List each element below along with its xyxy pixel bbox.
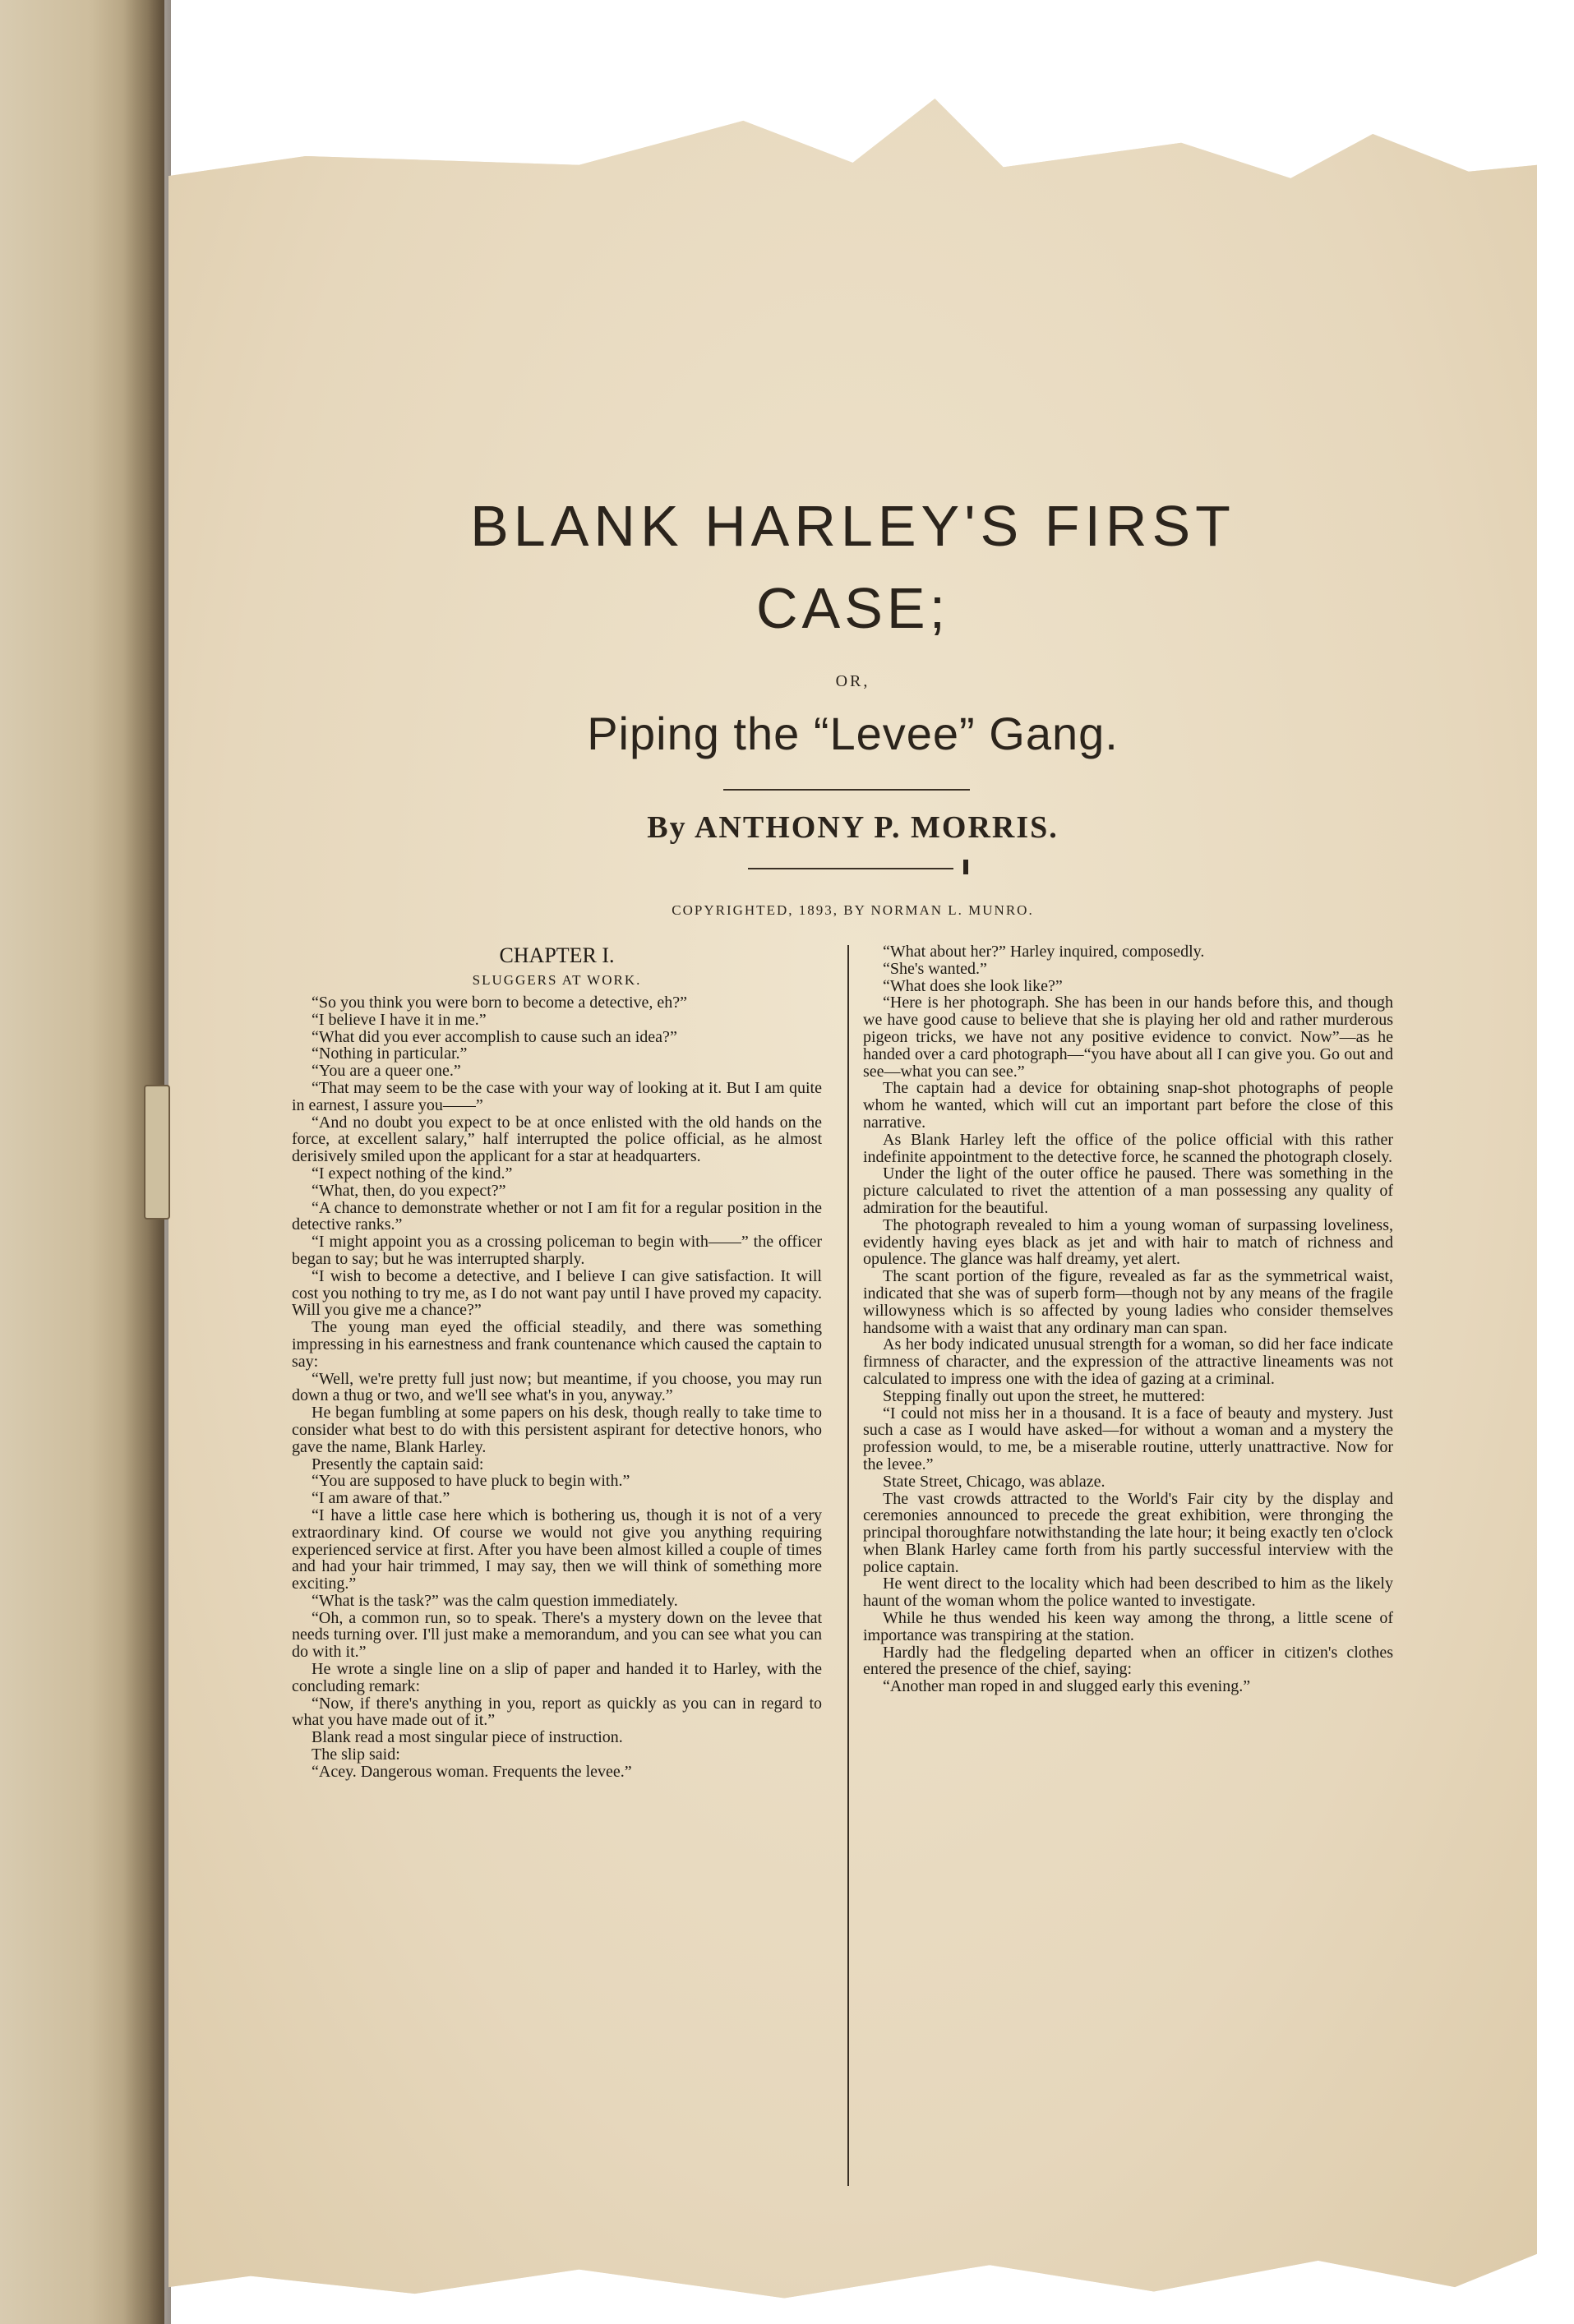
copyright-notice: COPYRIGHTED, 1893, BY NORMAN L. MUNRO. [672,902,1034,918]
title-rule [723,789,970,791]
paragraph: As her body indicated unusual strength for a woman, so did her face indicate firmness of character, and the expression of the attractive lineaments was not calculated to impress one with the idea of gazing at a criminal. [863,1335,1393,1388]
staple-binding [144,1085,170,1220]
paragraph: Under the light of the outer office he paused. There was something in the picture calculated to rivet the attention of a man possessing any quality of admiration for the beautiful. [863,1164,1393,1217]
paragraph: The vast crowds attracted to the World's Fair city by the display and ceremonies announced to precede the great exhibition, were thronging the principal thoroughfare notwithstanding the late hour; it being exactly ten o'clock when Blank Harley came forth from his partly successful interview with the police captain. [863,1489,1393,1576]
paragraph: Hardly had the fledgeling departed when an officer in citizen's clothes entered the presence of the chief, saying: [863,1643,1393,1679]
byline-rule-ornament [963,860,968,874]
paragraph: “I have a little case here which is bothering us, though it is not of a very extraordinary kind. Of course we would not give you anything requiring experienced service at first. After you have been almost killed a couple of times and had your hair trimmed, I may say, then we will think of something more exciting.” [292,1506,822,1593]
paragraph: He went direct to the locality which had been described to him as the likely haunt of the woman whom the police wanted to investigate. [863,1575,1393,1611]
paragraph: As Blank Harley left the office of the police official with this rather indefinite appointment to the detective force, he scanned the photograph closely. [863,1130,1393,1166]
paragraph: “What did you ever accomplish to cause such an idea?” [312,1027,677,1046]
paragraph: “You are a queer one.” [312,1062,461,1081]
paragraph: “I believe I have it in me.” [312,1010,487,1029]
paragraph: “A chance to demonstrate whether or not I am fit for a regular position in the detective ranks.” [292,1198,822,1234]
byline-rule [748,868,953,869]
chapter-subtitle: SLUGGERS AT WORK. [472,972,642,988]
paragraph: Blank read a most singular piece of instruction. [312,1728,623,1747]
paragraph: He wrote a single line on a slip of paper and handed it to Harley, with the concluding remark: [292,1660,822,1695]
paragraph: The scant portion of the figure, revealed as far as the symmetrical waist, indicated that she was of superb form—though not by any means of the fragile willowyness which is so affected by young ladies who consider themselves handsome with a waist that any ordinary man can span. [863,1267,1393,1337]
paragraph: “What is the task?” was the calm question immediately. [312,1591,678,1610]
paragraph: Stepping finally out upon the street, he muttered: [883,1386,1206,1405]
paragraph: “Acey. Dangerous woman. Frequents the levee.” [312,1762,632,1781]
byline: By ANTHONY P. MORRIS. [647,810,1059,845]
paragraph: “I wish to become a detective, and I believe I can give satisfaction. It will cost you nothing to try me, as I do not want pay until I have proved my capacity. Will you give me a chance?” [292,1266,822,1320]
title-line-2: CASE; [755,576,950,640]
subtitle: Piping the “Levee” Gang. [587,708,1119,759]
paragraph: The captain had a device for obtaining snap-shot photographs of people whom he wanted, which will cut an important part before the close of this narrative. [863,1079,1393,1132]
paragraph: “What does she look like?” [883,976,1063,995]
paragraph: “I expect nothing of the kind.” [312,1164,513,1183]
paragraph: The slip said: [312,1745,400,1764]
chapter-title: CHAPTER I. [499,943,615,967]
paragraph: “Another man roped in and slugged early this evening.” [883,1677,1251,1696]
paragraph: “What, then, do you expect?” [312,1181,506,1200]
paragraph: “That may seem to be the case with your way of looking at it. But I am quite in earnest, I assure you——” [292,1078,822,1114]
paragraph: “You are supposed to have pluck to begin with.” [312,1472,630,1491]
paragraph: The young man eyed the official steadily, and there was something impressing in his earnestness and frank countenance which caused the captain to say: [292,1318,822,1371]
title-or: OR, [835,672,870,690]
paragraph: “So you think you were born to become a detective, eh?” [312,994,688,1012]
paragraph: “Now, if there's anything in you, report as quickly as you can in regard to what you have made out of it.” [292,1694,822,1730]
paragraph: “Well, we're pretty full just now; but meantime, if you choose, you may run down a thug or two, and we'll see what's in you, anyway.” [292,1369,822,1405]
title-line-1: BLANK HARLEY'S FIRST [470,494,1235,558]
left-column [292,943,822,1781]
right-column [863,943,1393,1695]
paragraph: “Oh, a common run, so to speak. There's a mystery down on the levee that needs turning over. I'll just make a memorandum, and you can see what you can do with it.” [292,1608,822,1662]
paragraph: He began fumbling at some papers on his desk, though really to take time to consider what best to do with this persistent aspirant for detective honors, who gave the name, Blank Harley. [292,1404,822,1456]
paragraph: “She's wanted.” [883,959,987,978]
paragraph: “I could not miss her in a thousand. It is a face of beauty and mystery. Just such a case as I would have asked—for without a woman and a mystery the profession would, to me, be a miserable routine, utterly unattractive. Now for the levee.” [863,1404,1393,1473]
paragraph: State Street, Chicago, was ablaze. [883,1472,1105,1491]
paragraph: Presently the captain said: [312,1455,484,1473]
paragraph: “What about her?” Harley inquired, composedly. [883,943,1205,961]
column-separator [847,945,849,2186]
paragraph: “Nothing in particular.” [312,1044,468,1063]
paragraph: “And no doubt you expect to be at once enlisted with the old hands on the force, at excellent salary,” half interrupted the police official, as he almost derisively smiled upon the applicant for a star at headquarters. [292,1113,822,1166]
paragraph: “Here is her photograph. She has been in our hands before this, and though we have good cause to believe that she is playing her old and rather murderous pigeon tricks, we have not any positive evidence to convict. Now”—as he handed over a card photograph—“you have about all I can give you. Go out and see—what you can see.” [863,994,1393,1081]
paragraph: “I might appoint you as a crossing policeman to begin with——” the officer began to say; but he was interrupted sharply. [292,1233,822,1268]
paragraph: The photograph revealed to him a young woman of surpassing loveliness, evidently having eyes black as jet and with hair to match of richness and opulence. The glance was half dreamy, yet alert. [863,1215,1393,1269]
paragraph: “I am aware of that.” [312,1489,450,1508]
paragraph: While he thus wended his keen way among the throng, a little scene of importance was transpiring at the station. [863,1609,1393,1644]
